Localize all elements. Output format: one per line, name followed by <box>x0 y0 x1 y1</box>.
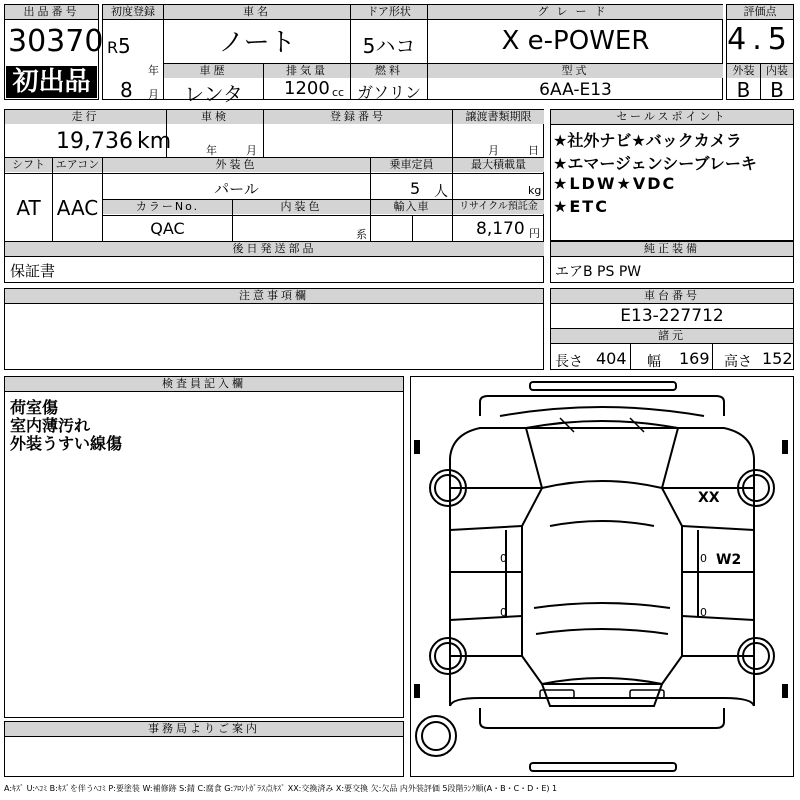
shift: AT <box>16 196 41 220</box>
reg-number-label: 登録番号 <box>264 110 452 124</box>
lot-number: 30370 <box>8 24 104 59</box>
first-listing-badge: 初出品 <box>6 66 97 98</box>
interior-color-unit: 系 <box>356 228 367 241</box>
office-label: 事務局よりご案内 <box>5 722 403 736</box>
length-label: 長さ <box>555 354 583 370</box>
equipment: エアB PS PW <box>555 264 642 280</box>
inspection-year-unit: 年 <box>206 144 217 157</box>
mileage-unit: km <box>137 129 172 154</box>
fuel-label: 燃料 <box>351 64 427 78</box>
car-name-label: 車名 <box>164 5 350 19</box>
recycle-label: リサイクル預託金 <box>453 200 544 214</box>
load-label: 最大積載量 <box>453 158 544 172</box>
load-unit: kg <box>528 184 542 197</box>
height: 152 <box>762 349 793 368</box>
damage-mark-0-right: 0 <box>700 552 707 565</box>
chassis-label: 車台番号 <box>551 289 793 303</box>
damage-mark-w2: W2 <box>716 552 742 568</box>
sales-line-2: ★エマージェンシーブレーキ <box>553 154 757 173</box>
ac-label: エアコン <box>53 158 102 172</box>
transfer-day-unit: 日 <box>528 144 539 157</box>
recycle-unit: 円 <box>529 227 540 240</box>
dims-label: 諸元 <box>551 329 793 343</box>
later-parts: 保証書 <box>10 262 56 280</box>
inspector-line-1: 荷室傷 <box>10 398 59 417</box>
chassis-number: E13-227712 <box>620 306 724 326</box>
sales-line-3: ★LDW★VDC <box>553 174 677 193</box>
reg-year-unit: 年 <box>148 64 159 77</box>
transfer-label: 譲渡書類期限 <box>453 110 544 124</box>
score: 4.5 <box>727 22 793 57</box>
reg-month-unit: 月 <box>148 88 159 101</box>
inspector-label: 検査員記入欄 <box>5 377 403 391</box>
car-diagram <box>410 376 794 777</box>
transfer-month-unit: 月 <box>488 144 499 157</box>
reg-year: 5 <box>118 34 131 58</box>
capacity-label: 乗車定員 <box>371 158 452 172</box>
legend: A:ｷｽﾞ U:ﾍｺﾐ B:ｷｽﾞを伴うﾍｺﾐ P:要塗装 W:補修跡 S:錆 C:腐食 G:ﾌﾛﾝﾄｶﾞﾗｽ点ｷｽﾞ XX:交換済み X:要交換 欠:欠品 内外装評価 5段階ﾗﾝｸ順(A・B・C・D・E) 1 <box>4 784 558 793</box>
history: レンタ <box>184 82 243 106</box>
inspection-month-unit: 月 <box>246 144 257 157</box>
recycle-deposit: 8,170 <box>476 219 525 239</box>
door-type: 5ハコ <box>362 34 416 58</box>
fuel: ガソリン <box>356 83 421 102</box>
car-name: ノート <box>218 28 296 58</box>
interior-color-label: 内装色 <box>233 200 370 214</box>
disp-unit: cc <box>332 86 345 99</box>
disp-label: 排気量 <box>264 64 350 78</box>
notes-label: 注意事項欄 <box>5 289 543 303</box>
later-parts-label: 後日発送部品 <box>5 242 544 256</box>
inspector-line-2: 室内薄汚れ <box>10 416 91 435</box>
int-label: 内装 <box>761 64 793 78</box>
grade-label: グレード <box>428 5 723 19</box>
air-conditioner: AAC <box>56 196 99 220</box>
score-label: 評価点 <box>727 5 793 19</box>
grade: X e-POWER <box>501 26 650 56</box>
shift-label: シフト <box>5 158 52 172</box>
sales-line-1: ★社外ナビ★バックカメラ <box>553 131 742 150</box>
door-label: ドア形状 <box>351 5 427 19</box>
damage-mark-0-left: 0 <box>500 552 507 565</box>
lot-label: 出品番号 <box>5 5 98 19</box>
color-label: 外装色 <box>103 158 370 172</box>
width-label: 幅 <box>647 354 661 370</box>
inspector-line-3: 外装うすい線傷 <box>10 434 123 453</box>
model-label: 型式 <box>428 64 723 78</box>
int-grade: B <box>770 78 784 102</box>
sales-label: セールスポイント <box>551 110 793 124</box>
import-label: 輸入車 <box>371 200 452 214</box>
first-reg-label: 初度登録 <box>103 5 163 19</box>
mileage-label: 走行 <box>5 110 166 124</box>
inspection-label: 車検 <box>167 110 263 124</box>
damage-mark-0-rear-left: 0 <box>500 606 507 619</box>
length: 404 <box>596 349 627 368</box>
color-no-label: カラーNo. <box>103 200 232 214</box>
model-code: 6AA-E13 <box>539 80 612 100</box>
color-number: QAC <box>150 219 185 238</box>
ext-label: 外装 <box>727 64 760 78</box>
displacement: 1200 <box>284 78 330 99</box>
mileage: 19,736 <box>56 129 133 154</box>
era: R <box>107 38 119 57</box>
capacity: 5 <box>410 179 421 198</box>
reg-month: 8 <box>120 78 133 102</box>
ext-grade: B <box>736 78 751 102</box>
equipment-label: 純正装備 <box>551 242 793 256</box>
sales-line-4: ★ETC <box>553 197 609 216</box>
damage-mark-xx: XX <box>698 490 720 506</box>
exterior-color: パール <box>214 180 259 198</box>
capacity-unit: 人 <box>434 184 448 200</box>
history-label: 車歴 <box>164 64 263 78</box>
width: 169 <box>679 349 710 368</box>
damage-mark-0-rear-right: 0 <box>700 606 707 619</box>
height-label: 高さ <box>724 354 752 370</box>
